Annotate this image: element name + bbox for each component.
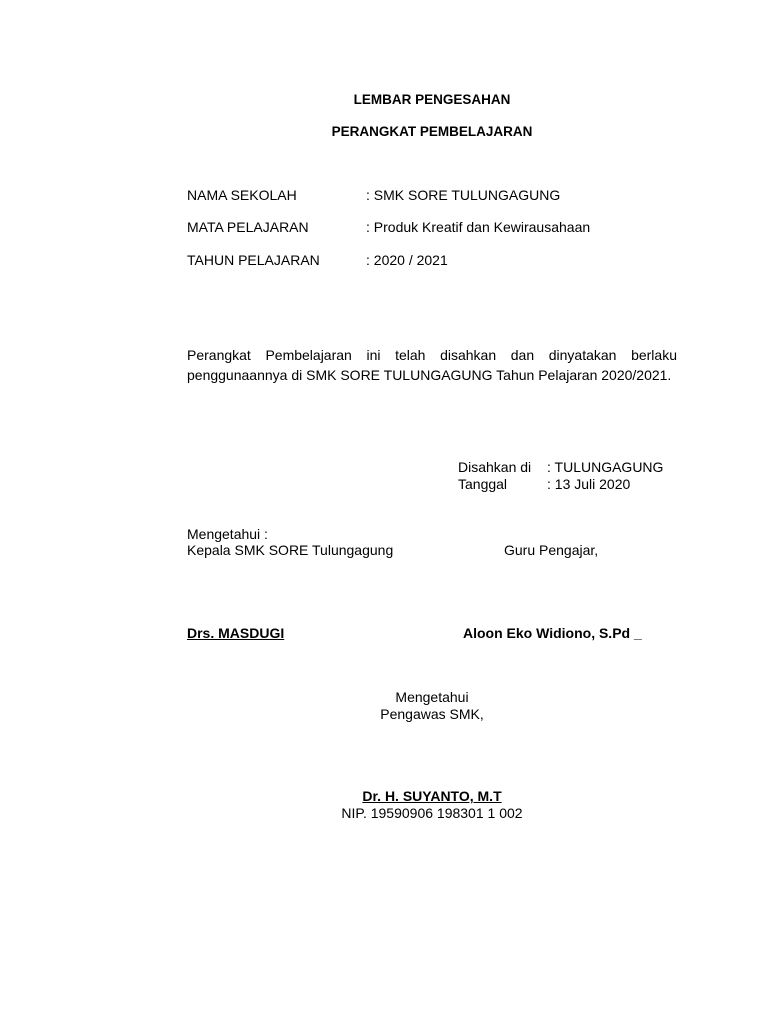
- ratification-statement: Perangkat Pembelajaran ini telah disahkan dan dinyatakan berlaku penggunaannya di SMK SORE TULUNGAGUNG Tahun Pelajaran 2020/2021.: [187, 347, 677, 383]
- ratification-date-label: Tanggal: [458, 476, 508, 492]
- info-label-school: NAMA SEKOLAH: [187, 187, 297, 203]
- document-title: LEMBAR PENGESAHAN: [353, 92, 511, 107]
- ratification-date-value: : 13 Juli 2020: [547, 476, 631, 492]
- acknowledge-label: Mengetahui :: [187, 526, 268, 542]
- principal-title: Kepala SMK SORE Tulungagung: [187, 542, 394, 558]
- info-value-school: : SMK SORE TULUNGAGUNG: [366, 187, 561, 203]
- principal-name: Drs. MASDUGI: [187, 625, 285, 641]
- supervisor-acknowledge-label: Mengetahui: [395, 689, 469, 705]
- ratification-place-label: Disahkan di: [458, 459, 532, 475]
- info-label-year: TAHUN PELAJARAN: [187, 252, 320, 268]
- teacher-name: Aloon Eko Widiono, S.Pd _: [463, 625, 642, 641]
- document-subtitle: PERANGKAT PEMBELAJARAN: [331, 124, 533, 139]
- teacher-title: Guru Pengajar,: [504, 542, 599, 558]
- info-value-subject: : Produk Kreatif dan Kewirausahaan: [366, 219, 591, 235]
- ratification-place-value: : TULUNGAGUNG: [547, 459, 664, 475]
- supervisor-nip: NIP. 19590906 198301 1 002: [341, 805, 523, 821]
- supervisor-name: [0, 788, 768, 804]
- info-value-year: : 2020 / 2021: [366, 252, 448, 268]
- supervisor-name-text: Dr. H. SUYANTO, M.T: [362, 788, 502, 804]
- supervisor-title: Pengawas SMK,: [380, 706, 484, 722]
- info-label-subject: MATA PELAJARAN: [187, 219, 309, 235]
